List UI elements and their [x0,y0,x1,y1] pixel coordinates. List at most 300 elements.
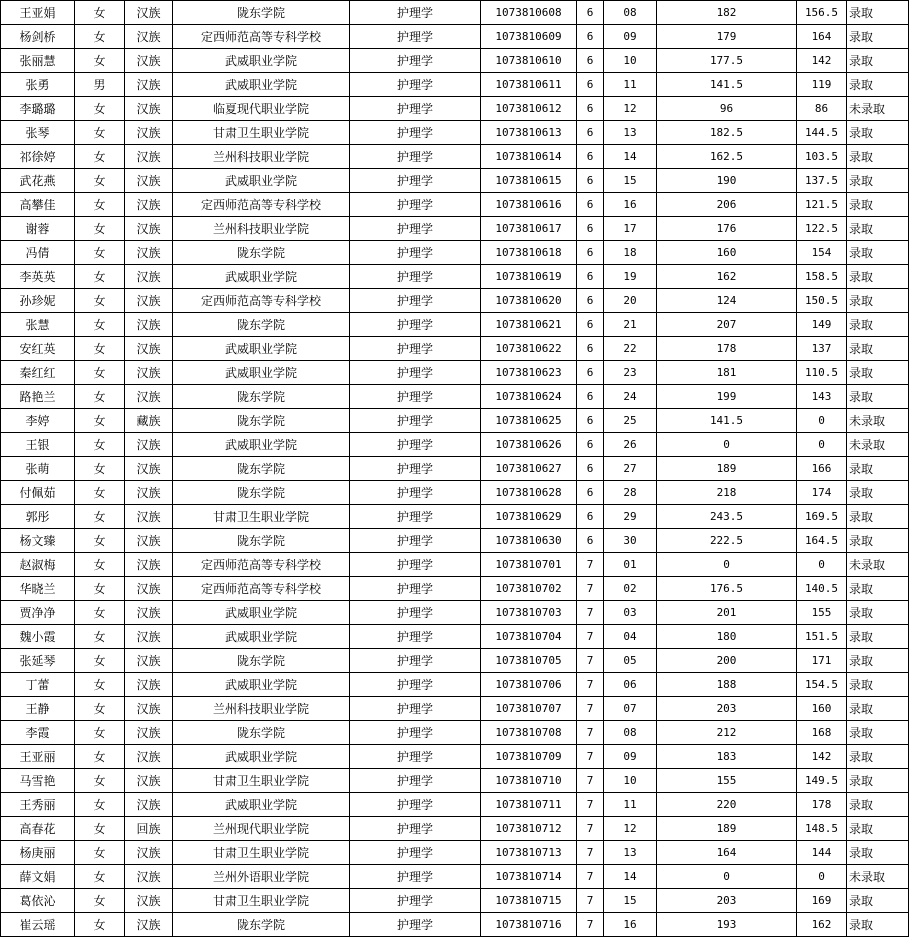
gender-cell: 女 [75,769,125,793]
ethnicity-cell: 汉族 [125,265,173,289]
result-cell: 录取 [847,913,909,937]
table-row [1,97,909,121]
gender-cell: 女 [75,721,125,745]
room-cell: 6 [577,121,604,145]
exam-id-cell: 1073810711 [481,793,577,817]
result-cell: 录取 [847,793,909,817]
room-cell: 7 [577,889,604,913]
score-2-cell: 142 [797,745,847,769]
gender-cell: 女 [75,793,125,817]
name-cell: 赵淑梅 [1,553,75,577]
room-cell: 6 [577,529,604,553]
table-row [1,865,909,889]
table-row [1,49,909,73]
gender-cell: 女 [75,241,125,265]
gender-cell: 女 [75,505,125,529]
score-2-cell: 154 [797,241,847,265]
score-1-cell: 160 [657,241,797,265]
name-cell: 张勇 [1,73,75,97]
result-cell: 录取 [847,25,909,49]
school-cell: 陇东学院 [173,385,350,409]
major-cell: 护理学 [350,697,481,721]
ethnicity-cell: 藏族 [125,409,173,433]
table-row [1,457,909,481]
score-2-cell: 174 [797,481,847,505]
room-cell: 6 [577,289,604,313]
room-cell: 6 [577,337,604,361]
table-body [1,1,909,937]
table-row [1,889,909,913]
major-cell: 护理学 [350,145,481,169]
result-cell: 录取 [847,145,909,169]
seat-cell: 03 [604,601,657,625]
result-cell: 录取 [847,217,909,241]
result-cell: 录取 [847,721,909,745]
table-row [1,169,909,193]
exam-id-cell: 1073810703 [481,601,577,625]
exam-id-cell: 1073810708 [481,721,577,745]
seat-cell: 20 [604,289,657,313]
room-cell: 7 [577,601,604,625]
ethnicity-cell: 汉族 [125,457,173,481]
major-cell: 护理学 [350,721,481,745]
seat-cell: 17 [604,217,657,241]
major-cell: 护理学 [350,409,481,433]
name-cell: 王亚娟 [1,1,75,25]
result-cell: 录取 [847,361,909,385]
seat-cell: 07 [604,697,657,721]
score-2-cell: 149 [797,313,847,337]
score-1-cell: 193 [657,913,797,937]
seat-cell: 14 [604,865,657,889]
major-cell: 护理学 [350,361,481,385]
major-cell: 护理学 [350,49,481,73]
table-row [1,529,909,553]
score-2-cell: 0 [797,865,847,889]
result-cell: 录取 [847,577,909,601]
score-2-cell: 86 [797,97,847,121]
gender-cell: 女 [75,529,125,553]
score-2-cell: 143 [797,385,847,409]
seat-cell: 04 [604,625,657,649]
score-2-cell: 122.5 [797,217,847,241]
score-2-cell: 110.5 [797,361,847,385]
name-cell: 张延琴 [1,649,75,673]
table-row [1,193,909,217]
result-cell: 未录取 [847,553,909,577]
gender-cell: 女 [75,337,125,361]
gender-cell: 女 [75,697,125,721]
exam-id-cell: 1073810716 [481,913,577,937]
exam-id-cell: 1073810609 [481,25,577,49]
score-2-cell: 164.5 [797,529,847,553]
table-row [1,385,909,409]
result-cell: 录取 [847,625,909,649]
major-cell: 护理学 [350,649,481,673]
result-cell: 未录取 [847,409,909,433]
name-cell: 王静 [1,697,75,721]
score-1-cell: 0 [657,865,797,889]
score-1-cell: 182.5 [657,121,797,145]
gender-cell: 女 [75,265,125,289]
gender-cell: 女 [75,481,125,505]
major-cell: 护理学 [350,577,481,601]
score-1-cell: 177.5 [657,49,797,73]
major-cell: 护理学 [350,289,481,313]
ethnicity-cell: 汉族 [125,73,173,97]
gender-cell: 女 [75,1,125,25]
score-1-cell: 124 [657,289,797,313]
school-cell: 武威职业学院 [173,169,350,193]
result-cell: 录取 [847,529,909,553]
name-cell: 谢蓉 [1,217,75,241]
exam-id-cell: 1073810715 [481,889,577,913]
table-row [1,25,909,49]
school-cell: 甘肃卫生职业学院 [173,121,350,145]
score-1-cell: 222.5 [657,529,797,553]
ethnicity-cell: 汉族 [125,385,173,409]
school-cell: 武威职业学院 [173,337,350,361]
score-2-cell: 169 [797,889,847,913]
name-cell: 李霞 [1,721,75,745]
score-1-cell: 179 [657,25,797,49]
major-cell: 护理学 [350,793,481,817]
room-cell: 7 [577,721,604,745]
seat-cell: 08 [604,1,657,25]
school-cell: 武威职业学院 [173,793,350,817]
ethnicity-cell: 汉族 [125,1,173,25]
name-cell: 冯倩 [1,241,75,265]
result-cell: 录取 [847,241,909,265]
score-2-cell: 162 [797,913,847,937]
result-cell: 录取 [847,481,909,505]
name-cell: 武花燕 [1,169,75,193]
ethnicity-cell: 汉族 [125,793,173,817]
score-2-cell: 164 [797,25,847,49]
result-cell: 录取 [847,649,909,673]
exam-id-cell: 1073810706 [481,673,577,697]
name-cell: 贾净净 [1,601,75,625]
major-cell: 护理学 [350,553,481,577]
ethnicity-cell: 回族 [125,817,173,841]
exam-id-cell: 1073810618 [481,241,577,265]
score-2-cell: 0 [797,433,847,457]
result-cell: 录取 [847,745,909,769]
seat-cell: 18 [604,241,657,265]
seat-cell: 12 [604,97,657,121]
ethnicity-cell: 汉族 [125,337,173,361]
seat-cell: 09 [604,25,657,49]
score-2-cell: 156.5 [797,1,847,25]
major-cell: 护理学 [350,193,481,217]
school-cell: 兰州科技职业学院 [173,145,350,169]
table-row [1,841,909,865]
seat-cell: 12 [604,817,657,841]
room-cell: 6 [577,145,604,169]
gender-cell: 女 [75,745,125,769]
school-cell: 陇东学院 [173,409,350,433]
seat-cell: 25 [604,409,657,433]
seat-cell: 13 [604,121,657,145]
score-2-cell: 150.5 [797,289,847,313]
exam-id-cell: 1073810714 [481,865,577,889]
score-2-cell: 158.5 [797,265,847,289]
name-cell: 秦红红 [1,361,75,385]
school-cell: 定西师范高等专科学校 [173,25,350,49]
school-cell: 兰州现代职业学院 [173,817,350,841]
table-row [1,721,909,745]
gender-cell: 女 [75,625,125,649]
table-row [1,145,909,169]
exam-id-cell: 1073810624 [481,385,577,409]
name-cell: 郭彤 [1,505,75,529]
school-cell: 陇东学院 [173,529,350,553]
room-cell: 7 [577,577,604,601]
gender-cell: 女 [75,313,125,337]
seat-cell: 28 [604,481,657,505]
name-cell: 张慧 [1,313,75,337]
school-cell: 武威职业学院 [173,625,350,649]
result-cell: 录取 [847,697,909,721]
seat-cell: 11 [604,73,657,97]
ethnicity-cell: 汉族 [125,481,173,505]
result-cell: 录取 [847,337,909,361]
gender-cell: 女 [75,121,125,145]
seat-cell: 27 [604,457,657,481]
score-1-cell: 212 [657,721,797,745]
name-cell: 丁蕾 [1,673,75,697]
seat-cell: 26 [604,433,657,457]
room-cell: 6 [577,409,604,433]
major-cell: 护理学 [350,745,481,769]
name-cell: 华晓兰 [1,577,75,601]
name-cell: 薛文娟 [1,865,75,889]
room-cell: 7 [577,697,604,721]
name-cell: 张丽慧 [1,49,75,73]
seat-cell: 01 [604,553,657,577]
table-row [1,553,909,577]
score-1-cell: 199 [657,385,797,409]
score-1-cell: 176 [657,217,797,241]
seat-cell: 21 [604,313,657,337]
exam-id-cell: 1073810623 [481,361,577,385]
ethnicity-cell: 汉族 [125,289,173,313]
seat-cell: 10 [604,49,657,73]
school-cell: 陇东学院 [173,457,350,481]
seat-cell: 22 [604,337,657,361]
score-1-cell: 183 [657,745,797,769]
score-2-cell: 151.5 [797,625,847,649]
gender-cell: 女 [75,673,125,697]
school-cell: 甘肃卫生职业学院 [173,889,350,913]
room-cell: 6 [577,265,604,289]
result-cell: 录取 [847,505,909,529]
result-cell: 录取 [847,457,909,481]
score-2-cell: 154.5 [797,673,847,697]
school-cell: 陇东学院 [173,721,350,745]
ethnicity-cell: 汉族 [125,169,173,193]
result-cell: 录取 [847,601,909,625]
major-cell: 护理学 [350,769,481,793]
name-cell: 马雪艳 [1,769,75,793]
name-cell: 葛依沁 [1,889,75,913]
gender-cell: 女 [75,385,125,409]
major-cell: 护理学 [350,313,481,337]
score-2-cell: 121.5 [797,193,847,217]
major-cell: 护理学 [350,97,481,121]
exam-id-cell: 1073810702 [481,577,577,601]
room-cell: 7 [577,817,604,841]
seat-cell: 02 [604,577,657,601]
school-cell: 陇东学院 [173,481,350,505]
major-cell: 护理学 [350,913,481,937]
exam-id-cell: 1073810713 [481,841,577,865]
school-cell: 武威职业学院 [173,73,350,97]
school-cell: 兰州科技职业学院 [173,697,350,721]
score-1-cell: 190 [657,169,797,193]
score-1-cell: 189 [657,457,797,481]
room-cell: 6 [577,97,604,121]
seat-cell: 30 [604,529,657,553]
name-cell: 路艳兰 [1,385,75,409]
name-cell: 王亚丽 [1,745,75,769]
score-1-cell: 189 [657,817,797,841]
ethnicity-cell: 汉族 [125,841,173,865]
school-cell: 武威职业学院 [173,745,350,769]
table-row [1,217,909,241]
name-cell: 李璐璐 [1,97,75,121]
school-cell: 兰州外语职业学院 [173,865,350,889]
result-cell: 录取 [847,265,909,289]
ethnicity-cell: 汉族 [125,697,173,721]
school-cell: 陇东学院 [173,1,350,25]
exam-id-cell: 1073810615 [481,169,577,193]
ethnicity-cell: 汉族 [125,529,173,553]
major-cell: 护理学 [350,73,481,97]
score-1-cell: 218 [657,481,797,505]
seat-cell: 24 [604,385,657,409]
gender-cell: 女 [75,433,125,457]
room-cell: 7 [577,913,604,937]
major-cell: 护理学 [350,481,481,505]
name-cell: 高攀佳 [1,193,75,217]
major-cell: 护理学 [350,385,481,409]
exam-id-cell: 1073810608 [481,1,577,25]
seat-cell: 05 [604,649,657,673]
ethnicity-cell: 汉族 [125,625,173,649]
name-cell: 张琴 [1,121,75,145]
seat-cell: 15 [604,889,657,913]
exam-id-cell: 1073810626 [481,433,577,457]
ethnicity-cell: 汉族 [125,145,173,169]
seat-cell: 16 [604,913,657,937]
result-cell: 录取 [847,673,909,697]
major-cell: 护理学 [350,217,481,241]
ethnicity-cell: 汉族 [125,313,173,337]
ethnicity-cell: 汉族 [125,721,173,745]
room-cell: 7 [577,865,604,889]
seat-cell: 13 [604,841,657,865]
ethnicity-cell: 汉族 [125,241,173,265]
school-cell: 武威职业学院 [173,49,350,73]
score-1-cell: 220 [657,793,797,817]
exam-id-cell: 1073810613 [481,121,577,145]
exam-id-cell: 1073810628 [481,481,577,505]
gender-cell: 女 [75,409,125,433]
major-cell: 护理学 [350,529,481,553]
gender-cell: 女 [75,457,125,481]
room-cell: 7 [577,649,604,673]
seat-cell: 23 [604,361,657,385]
room-cell: 7 [577,841,604,865]
result-cell: 录取 [847,313,909,337]
gender-cell: 女 [75,25,125,49]
name-cell: 孙珍妮 [1,289,75,313]
school-cell: 陇东学院 [173,313,350,337]
room-cell: 6 [577,313,604,337]
result-cell: 录取 [847,49,909,73]
gender-cell: 女 [75,889,125,913]
exam-id-cell: 1073810701 [481,553,577,577]
score-2-cell: 144.5 [797,121,847,145]
exam-id-cell: 1073810625 [481,409,577,433]
score-2-cell: 0 [797,409,847,433]
exam-id-cell: 1073810616 [481,193,577,217]
table-row [1,793,909,817]
gender-cell: 男 [75,73,125,97]
table-row [1,577,909,601]
school-cell: 甘肃卫生职业学院 [173,505,350,529]
exam-id-cell: 1073810619 [481,265,577,289]
score-1-cell: 181 [657,361,797,385]
result-cell: 录取 [847,385,909,409]
table-row [1,505,909,529]
score-2-cell: 103.5 [797,145,847,169]
ethnicity-cell: 汉族 [125,769,173,793]
ethnicity-cell: 汉族 [125,49,173,73]
name-cell: 崔云瑶 [1,913,75,937]
ethnicity-cell: 汉族 [125,121,173,145]
name-cell: 付佩茹 [1,481,75,505]
ethnicity-cell: 汉族 [125,649,173,673]
major-cell: 护理学 [350,817,481,841]
score-1-cell: 162.5 [657,145,797,169]
exam-id-cell: 1073810629 [481,505,577,529]
room-cell: 7 [577,745,604,769]
gender-cell: 女 [75,649,125,673]
score-1-cell: 0 [657,553,797,577]
table-row [1,265,909,289]
table-row [1,409,909,433]
room-cell: 6 [577,217,604,241]
room-cell: 7 [577,673,604,697]
gender-cell: 女 [75,361,125,385]
name-cell: 李英英 [1,265,75,289]
name-cell: 王银 [1,433,75,457]
score-1-cell: 176.5 [657,577,797,601]
ethnicity-cell: 汉族 [125,553,173,577]
room-cell: 6 [577,241,604,265]
ethnicity-cell: 汉族 [125,433,173,457]
seat-cell: 10 [604,769,657,793]
room-cell: 6 [577,193,604,217]
ethnicity-cell: 汉族 [125,505,173,529]
result-cell: 录取 [847,841,909,865]
ethnicity-cell: 汉族 [125,601,173,625]
major-cell: 护理学 [350,889,481,913]
major-cell: 护理学 [350,337,481,361]
score-2-cell: 142 [797,49,847,73]
